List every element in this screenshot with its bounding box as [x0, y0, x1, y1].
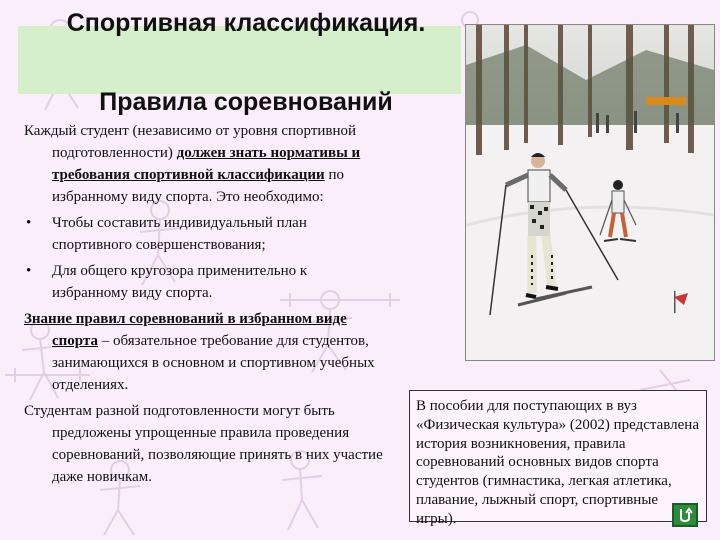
reference-note: В пособии для поступающих в вуз «Физическая культура» (2002) представлена история возникновения, правила соревнований основных видов спорта студентов (гимнастика, легкая атлетика, плавание, лыжный спорт, спортивные игры).: [409, 390, 707, 522]
bullet-marker: •: [26, 215, 32, 231]
return-arrow-icon: [677, 507, 693, 523]
return-button[interactable]: [672, 503, 698, 527]
rules-emphasis: Знание правил соревнований в избранном виде спорта: [24, 311, 347, 349]
intro-emphasis: должен знать нормативы и требования спортивной классификации: [52, 145, 361, 183]
title-spacer: [16, 43, 476, 83]
intro-text: Каждый студент (независимо от уровня спортивной подготовленности): [24, 123, 357, 161]
bullet-text: Для общего кругозора применительно к избранному виду спорта.: [52, 263, 308, 301]
closing-paragraph: Студентам разной подготовленности могут быть предложены упрощенные правила проведения соревнований, позволяющие принять в них участие даже новичкам.: [24, 403, 383, 485]
body-text: [24, 120, 384, 492]
bullet-text: Чтобы составить индивидуальный план спортивного совершенствования;: [52, 215, 307, 253]
rules-paragraph: [24, 308, 384, 396]
rules-text: – обязательное требование для студентов, занимающихся в основном и спортивном учебных отделениях.: [52, 333, 375, 393]
bullet-marker: •: [26, 263, 32, 279]
slide-title-line1: Спортивная классификация.: [66, 9, 426, 37]
ski-race-photo: [465, 24, 715, 361]
intro-paragraph: [24, 120, 384, 208]
bullet-item: [24, 212, 384, 256]
slide-title-line2: Правила соревнований: [99, 88, 393, 116]
bullet-item: [24, 260, 384, 304]
slide-title: [16, 4, 476, 122]
intro-suffix: по избранному виду спорта. Это необходимо:: [52, 167, 344, 205]
